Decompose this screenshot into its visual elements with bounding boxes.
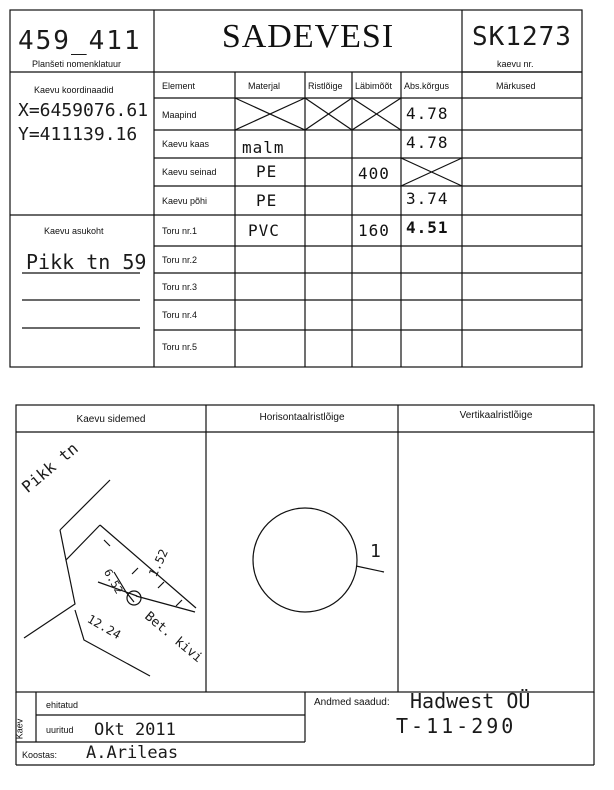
col-header-labimoot: Läbimõõt bbox=[355, 81, 393, 91]
row-element-toru-1: Toru nr.1 bbox=[162, 226, 198, 236]
row-abs-kaevu-kaas: 4.78 bbox=[406, 133, 449, 152]
sketch-note: Bet. kivi bbox=[141, 609, 206, 666]
row-materjal-kaevu-kaas: malm bbox=[242, 138, 285, 157]
coordinates-label: Kaevu koordinaadid bbox=[34, 85, 114, 95]
uuritud-label: uuritud bbox=[46, 725, 74, 735]
andmed-value-2: T-11-290 bbox=[396, 714, 517, 738]
nomenclature-value: 459_411 bbox=[18, 26, 142, 56]
row-element-toru-4: Toru nr.4 bbox=[162, 310, 198, 320]
col-header-ristloige: Ristlõige bbox=[308, 81, 343, 91]
well-number-value: SK1273 bbox=[472, 22, 572, 52]
row-materjal-kaevu-pohi: PE bbox=[256, 191, 278, 210]
location-value: Pikk tn 59 bbox=[26, 250, 147, 274]
koostas-label: Koostas: bbox=[22, 750, 58, 760]
row-labimoot-toru-1: 160 bbox=[358, 221, 390, 240]
location-label: Kaevu asukoht bbox=[44, 226, 104, 236]
sketch-distance-3: 12.24 bbox=[84, 611, 124, 643]
page-title: SADEVESI bbox=[221, 18, 395, 55]
col-header-abs: Abs.kõrgus bbox=[404, 81, 450, 91]
row-abs-kaevu-pohi: 3.74 bbox=[406, 189, 449, 208]
row-materjal-kaevu-seinad: PE bbox=[256, 162, 278, 181]
col-header-materjal: Materjal bbox=[248, 81, 281, 91]
row-labimoot-kaevu-seinad: 400 bbox=[358, 164, 390, 183]
nomenclature-label: Planšeti nomenklatuur bbox=[32, 59, 122, 69]
section-vertikaal: Vertikaalristlõige bbox=[459, 410, 533, 421]
coordinate-y: Y=411139.16 bbox=[18, 124, 138, 145]
andmed-label: Andmed saadud: bbox=[314, 697, 390, 708]
bottom-frame bbox=[16, 405, 594, 692]
row-materjal-toru-1: PVC bbox=[248, 221, 280, 240]
row-element-toru-3: Toru nr.3 bbox=[162, 282, 198, 292]
section-horisontaal: Horisontaalristlõige bbox=[259, 412, 345, 423]
coordinate-x: X=6459076.61 bbox=[18, 100, 149, 121]
koostas-value: A.Arileas bbox=[86, 743, 179, 763]
col-header-element: Element bbox=[162, 81, 196, 91]
uuritud-value: Okt 2011 bbox=[94, 720, 176, 740]
andmed-value-1: Hadwest OÜ bbox=[410, 689, 531, 713]
row-element-kaevu-seinad: Kaevu seinad bbox=[162, 167, 217, 177]
well-number-label: kaevu nr. bbox=[497, 59, 534, 69]
row-element-maapind: Maapind bbox=[162, 110, 197, 120]
sketch-distance-1: 1.52 bbox=[146, 546, 171, 580]
row-element-toru-5: Toru nr.5 bbox=[162, 342, 198, 352]
sketch-street: Pikk tn bbox=[18, 438, 82, 497]
ehitatud-label: ehitatud bbox=[46, 700, 79, 710]
section-sidemed: Kaevu sidemed bbox=[76, 414, 146, 425]
row-element-kaevu-pohi: Kaevu põhi bbox=[162, 196, 208, 206]
kaev-label: Kaev bbox=[14, 718, 25, 740]
row-abs-toru-1: 4.51 bbox=[406, 218, 449, 237]
col-header-markused: Märkused bbox=[496, 81, 536, 91]
row-element-kaevu-kaas: Kaevu kaas bbox=[162, 139, 210, 149]
pipe-mark: 1 bbox=[370, 541, 381, 562]
row-abs-maapind: 4.78 bbox=[406, 104, 449, 123]
row-element-toru-2: Toru nr.2 bbox=[162, 255, 198, 265]
sketch-distance-2: 6.52 bbox=[100, 566, 126, 597]
